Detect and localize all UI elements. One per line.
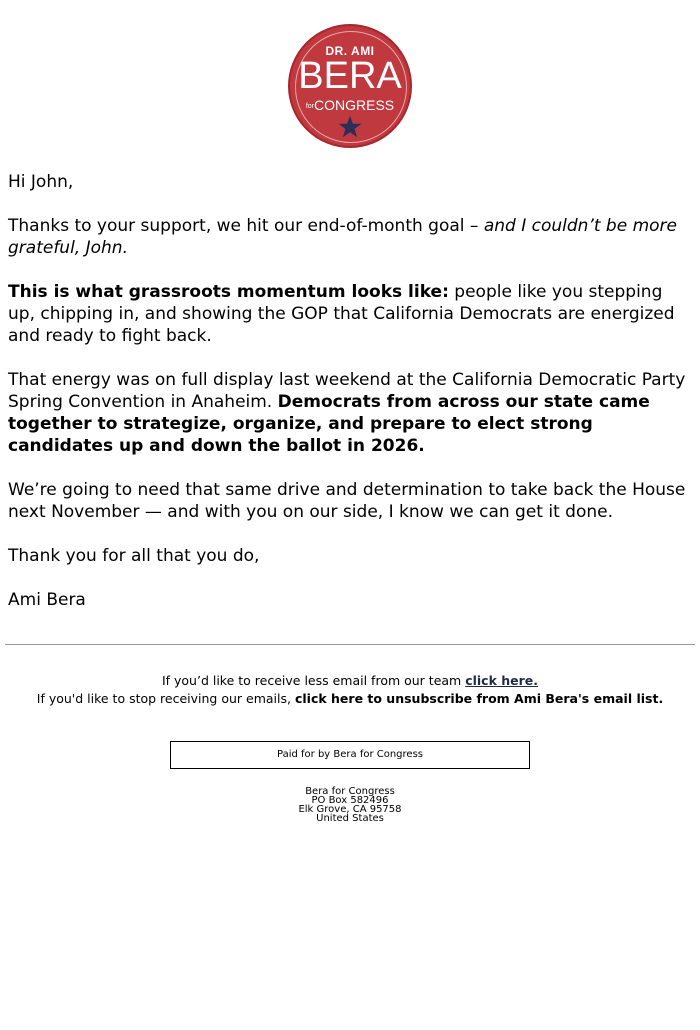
paragraph-convention-text: That energy was on full display last weekend at the California Democratic Party Spring Convention in Anaheim. <box>8 370 686 412</box>
footer-links <box>0 672 700 708</box>
paragraph-convention-bold: Democrats from across our state came together to strategize, organize, and prepare to elect strong candidates up and down the ballot in 2026. <box>8 392 650 456</box>
less-email-link[interactable]: click here. <box>465 673 539 688</box>
unsubscribe-link[interactable]: click here to unsubscribe from Ami Bera's email list. <box>294 691 664 706</box>
logo-line-bera: BERA <box>298 55 402 97</box>
paragraph-house: We’re going to need that same drive and determination to take back the House next November — and with you on our side, I know we can get it done. <box>8 480 686 522</box>
address-line: United States <box>316 813 384 824</box>
paragraph-momentum-text: people like you stepping up, chipping in, and showing the GOP that California Democrats are energized and ready to fight back. <box>8 282 675 346</box>
address-line: Elk Grove, CA 95758 <box>298 804 402 815</box>
signature: Ami Bera <box>8 590 86 610</box>
paragraph-momentum <box>8 281 692 347</box>
campaign-logo <box>288 24 412 148</box>
paragraph-thanks-text: Thanks to your support, we hit our end-of-month goal – <box>8 216 484 236</box>
logo-line-congress <box>290 97 410 113</box>
mailing-address <box>0 787 700 823</box>
address-line: Bera for Congress <box>305 786 395 797</box>
less-email-text: If you’d like to receive less email from our team <box>161 673 466 688</box>
paragraph-thanks-italic: and I couldn’t be more grateful, John. <box>8 216 677 258</box>
unsubscribe-line <box>0 690 700 708</box>
email-body <box>8 171 692 633</box>
address-line: PO Box 582496 <box>311 795 389 806</box>
greeting: Hi John, <box>8 172 74 192</box>
paragraph-thanks <box>8 215 692 259</box>
paragraph-closing: Thank you for all that you do, <box>8 546 260 566</box>
paragraph-convention <box>8 369 692 457</box>
paid-for-box: Paid for by Bera for Congress <box>170 741 530 769</box>
logo-for: for <box>305 102 315 110</box>
logo-line-dr-ami: DR. AMI <box>325 44 375 58</box>
paragraph-momentum-bold: This is what grassroots momentum looks like: <box>8 282 449 302</box>
less-email-line <box>0 672 700 690</box>
unsubscribe-text: If you'd like to stop receiving our emails, <box>36 691 295 706</box>
divider <box>5 644 695 645</box>
logo-circle <box>288 24 412 148</box>
logo-congress: CONGRESS <box>314 97 395 113</box>
star-icon <box>337 114 363 140</box>
